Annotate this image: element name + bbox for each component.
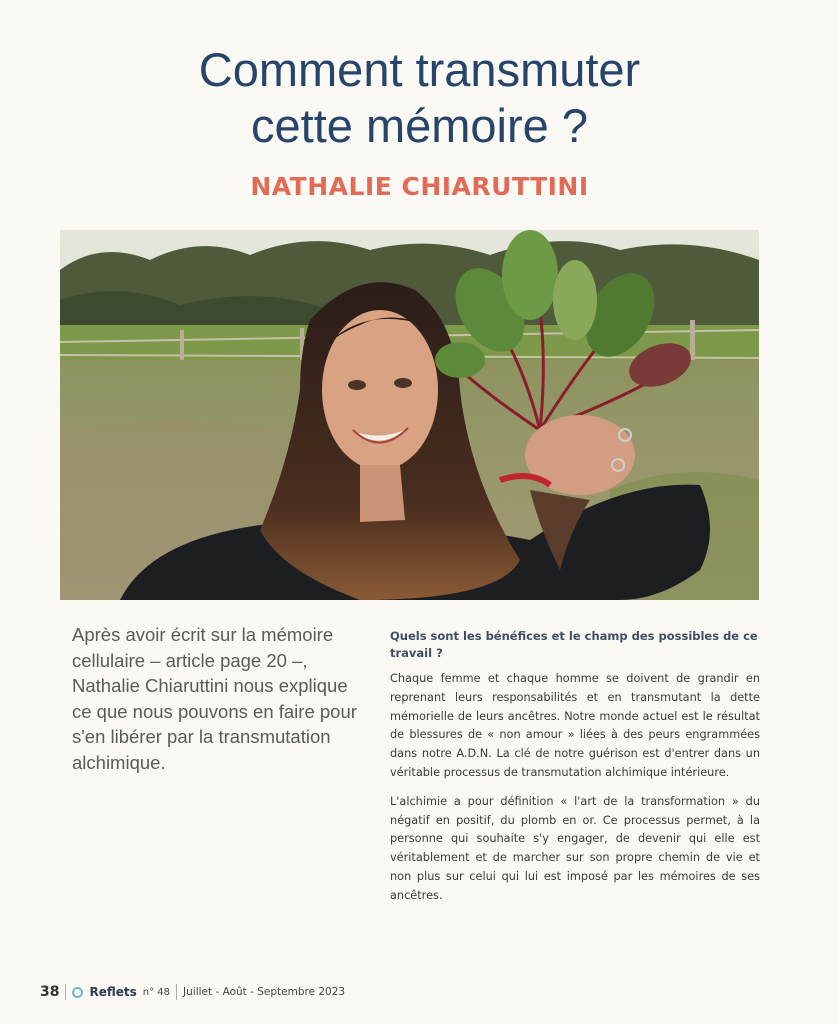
title-line-1: Comment transmuter: [198, 43, 641, 96]
issue-date: Juillet - Août - Septembre 2023: [183, 986, 346, 998]
article-body: [390, 628, 760, 916]
article-photo: [60, 230, 759, 600]
article-intro: Après avoir écrit sur la mémoire cellulaire – article page 20 –, Nathalie Chiaruttini nous explique ce que nous pouvons en faire pour s'en libérer par la transmutation alchimique.: [72, 624, 357, 773]
title-line-2: cette mémoire ?: [251, 99, 588, 152]
body-paragraph-1: Chaque femme et chaque homme se doivent de grandir en reprenant leurs responsabilités et en transmutant la dette mémorielle de leurs ancêtres. Notre monde actuel est le résultat de blessures de « non amour » liées à des peurs engrammées dans notre A.D.N. La clé de notre guérison est d'entrer dans un véritable processus de transmutation alchimique intérieure.: [390, 672, 760, 779]
magazine-name: Reflets: [89, 985, 137, 999]
reflets-logo-icon: [72, 987, 83, 998]
section-subheading: Quels sont les bénéfices et le champ des possibles de ce travail ?: [390, 629, 758, 660]
article-title: [0, 42, 839, 154]
page-footer: [40, 982, 345, 1002]
footer-divider: [176, 984, 177, 1000]
body-paragraph-2: L'alchimie a pour définition « l'art de la transformation » du négatif en positif, du plomb en or. Ce processus permet, à la personne qui souhaite s'y engager, de devenir qui elle est véritablement et de marcher sur son propre chemin de vie et non plus sur celui qui lui est imposé par les mémoires de ses ancêtres.: [390, 794, 760, 902]
footer-divider: [65, 984, 66, 1000]
page-number: 38: [40, 984, 60, 1000]
issue-number: n° 48: [142, 986, 171, 998]
author-name: NATHALIE CHIARUTTINI: [250, 172, 589, 201]
